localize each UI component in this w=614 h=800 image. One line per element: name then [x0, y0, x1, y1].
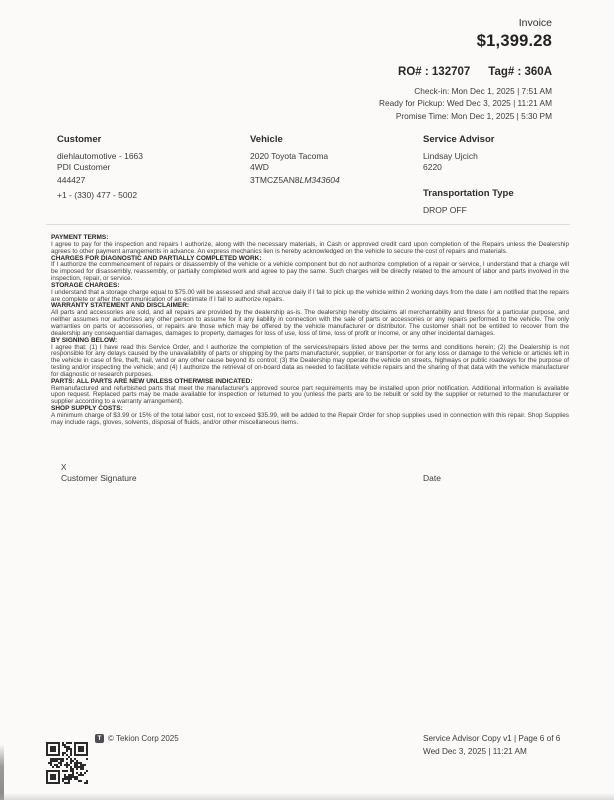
- vehicle-model: 2020 Toyota Tacoma: [250, 151, 329, 161]
- invoice-header: [379, 17, 552, 122]
- ro-number: RO# : 132707: [398, 66, 471, 78]
- term-body-warranty: All parts and accessories are sold, and all repairs are provided by the dealership as-is. The dealership hereby disclaims all merchantability and fitness for a particular purpose, and neither assumes nor authorizes any other person to assume for it any liability in connection with the sale of parts or accessories or any repairs performed to the vehicle. The only warranties on parts or accessories, or repairs are those which may be offered by the vehicle manufacturer or distributor. The customer shall not be entitled to recover from the dealership any consequential damages, damages to property, damages for loss of use, loss of time, loss of profit or income, or any other incidental damages.: [51, 309, 569, 337]
- customer-heading: Customer: [57, 134, 102, 145]
- term-heading-warranty: WARRANTY STATEMENT AND DISCLAIMER:: [51, 302, 190, 310]
- term-body-signing: I agree that: (1) I have read this Service Order, and I authorize the completion of the services/repairs listed above per the terms and conditions herein; (2) the Dealership is not responsible for any delays caused by the unavailability of parts or shipping by the parts manufacturer, supplier, or transporter or for any loss or damage to the vehicle or articles left in the vehicle in case of fire, theft, hail, wind or any other cause beyond its control; (3) the Dealership may operate the vehicle on streets, highways or public roadways for the purpose of testing and/or inspecting the vehicle; and (4) I authorize the retrieval of on-board data as needed to facilitate vehicle repairs and the sharing of that data with the vehicle manufacturer for diagnostic or research purposes.: [51, 343, 569, 378]
- term-heading-shop-supply: SHOP SUPPLY COSTS:: [51, 405, 123, 413]
- promise-time: Promise Time: Mon Dec 1, 2025 | 5:30 PM: [395, 110, 552, 121]
- vin-prefix: 3TMCZ5AN8: [250, 175, 300, 185]
- tag-number: Tag# : 360A: [488, 66, 552, 78]
- term-body-storage: I understand that a storage charge equal to $75.00 will be assessed and shall accrue daily if I fail to pick up the vehicle within 2 working days from the date I am notified that the repairs are complete or after the communication of an estimate if I fail to authorize repairs.: [51, 288, 569, 303]
- vehicle-block: [250, 134, 423, 216]
- vehicle-heading: Vehicle: [250, 134, 283, 145]
- header-timestamps: [379, 85, 552, 122]
- transportation-block: [423, 188, 570, 216]
- transportation-value: DROP OFF: [423, 205, 467, 215]
- ready-for-pickup-time: Ready for Pickup: Wed Dec 3, 2025 | 11:21 AM: [379, 98, 552, 109]
- vehicle-drivetrain: 4WD: [250, 161, 269, 172]
- tekion-copyright-line: [95, 734, 179, 743]
- term-heading-signing: BY SIGNING BELOW:: [51, 336, 118, 344]
- signature-x-mark: X: [61, 463, 67, 472]
- term-body-payment: I agree to pay for the inspection and repairs I authorize, along with the necessary materials, in Cash or approved credit card upon completion of the Repairs unless the Dealership agrees to other payment arrangements in advance. An express mechanics lien is hereby acknowledged on the vehicle to secure the cost of repairs and materials.: [51, 240, 569, 255]
- service-advisor-id: 6220: [423, 161, 442, 172]
- term-heading-storage: STORAGE CHARGES:: [51, 281, 120, 289]
- term-heading-payment: PAYMENT TERMS:: [51, 234, 109, 241]
- footer-print-info: [423, 732, 560, 758]
- customer-phone: +1 - (330) 477 - 5002: [57, 189, 138, 200]
- scan-edge-left: [0, 744, 4, 800]
- term-body-diagnostic: If I authorize the commencement of repairs or disassembly of the vehicle or a vehicle component but do not authorize completion of a repair or service, I understand that a charge will be imposed for disassembly, reassembly, or partially completed work and agree to pay the same. Such charges will be directly related to the amount of labor and parts involved in the inspection, repair, or service.: [51, 261, 569, 283]
- checkin-time: Check-in: Mon Dec 1, 2025 | 7:51 AM: [414, 86, 552, 96]
- invoice-total: $1,399.28: [476, 32, 552, 50]
- vin-suffix: LM343604: [299, 175, 340, 185]
- parties-section: [57, 134, 570, 216]
- service-advisor-name: Lindsay Ujcich: [423, 151, 478, 161]
- scan-edge-bottom: [0, 793, 614, 800]
- transportation-heading: Transportation Type: [423, 188, 514, 199]
- tekion-copyright-text: © Tekion Corp 2025: [108, 734, 179, 743]
- service-advisor-heading: Service Advisor: [423, 134, 495, 145]
- copy-page-info: Service Advisor Copy v1 | Page 6 of 6: [423, 734, 561, 743]
- customer-number: 444427: [57, 175, 86, 185]
- customer-signature-label: Customer Signature: [61, 473, 137, 483]
- customer-type: PDI Customer: [57, 161, 111, 172]
- term-heading-diagnostic: CHARGES FOR DIAGNOSTIC AND PARTIALLY COMPLETED WORK:: [51, 254, 262, 262]
- invoice-label: Invoice: [518, 17, 552, 29]
- terms-divider-line: [46, 224, 570, 225]
- customer-block: [57, 134, 250, 216]
- terms-and-conditions: [51, 235, 569, 427]
- tekion-logo-icon: T: [95, 734, 104, 743]
- term-heading-parts: PARTS: ALL PARTS ARE NEW UNLESS OTHERWISE INDICATED:: [51, 377, 253, 385]
- term-body-shop-supply: A minimum charge of $3.99 or 15% of the total labor cost, not to exceed $35.99, will be added to the Repair Order for shop supplies used in connection with this repair. Shop Supplies may include rags, gloves, solvents, disposal of fluids, and/or other miscellaneous items.: [51, 411, 569, 426]
- printed-timestamp: Wed Dec 3, 2025 | 11:21 AM: [423, 747, 527, 756]
- signature-date-label: Date: [423, 473, 441, 483]
- term-body-parts: Remanufactured and refurbished parts that meet the manufacturer's approved source part requirements may be installed upon prior notification. Additional information is available upon request. Replaced parts may be made available for inspection or returned to you (unless the parts are to be rebuilt or sold by the supplier or returned to the manufacturer or supplier according to a warranty arrangement).: [51, 384, 569, 406]
- vehicle-vin: [250, 175, 423, 186]
- customer-name: diehlautomotive - 1663: [57, 151, 144, 161]
- ro-tag-line: [379, 66, 552, 79]
- qr-code-icon: [46, 742, 88, 784]
- advisor-block: [423, 134, 570, 216]
